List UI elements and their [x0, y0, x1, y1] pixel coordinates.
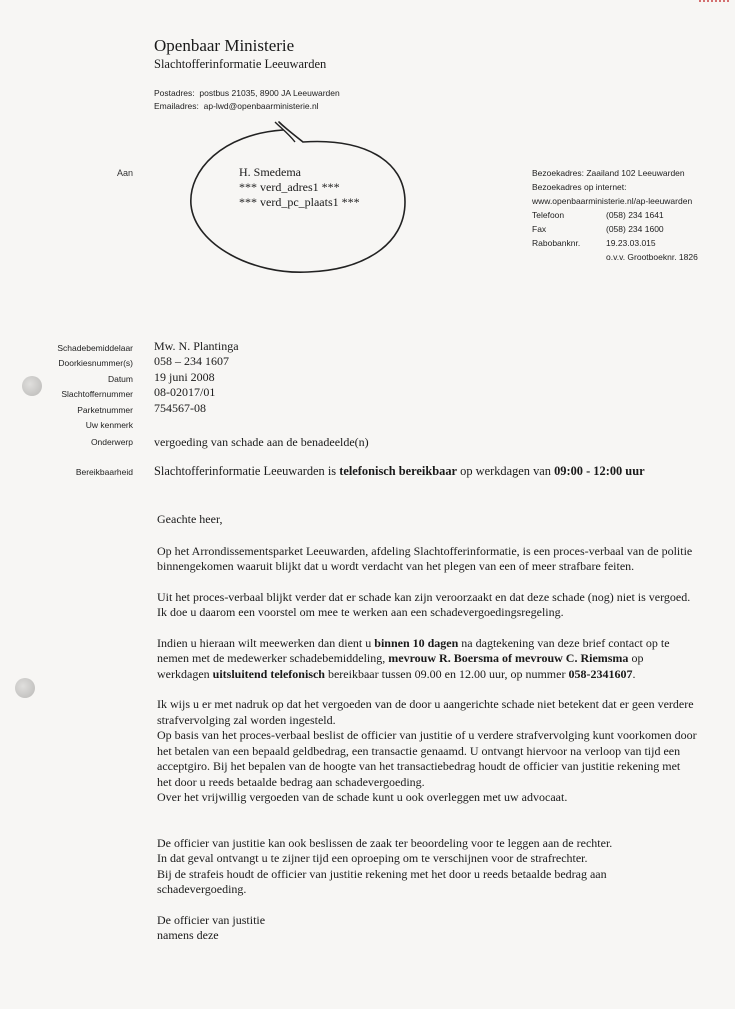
punch-hole — [15, 678, 35, 698]
bold-text: binnen 10 dagen — [374, 635, 459, 650]
text: In dat geval ontvangt u te zijner tijd een oproeping om te verschijnen voor de strafrechter. — [157, 851, 588, 865]
paragraph-2: Uit het proces-verbaal blijkt verder dat er schade kan zijn veroorzaakt en dat deze schade (nog) niet is vergoed. Ik doe u daarom een voorstel om mee te werken aan een schadevergoedingsregeling. — [157, 589, 691, 619]
meta-label: Slachtoffernummer — [61, 389, 133, 400]
text: Ik wijs u er met nadruk op dat het vergoeden van de door u aangerichte schade niet betekent dat er geen verdere strafvervolging zal worden ingesteld. — [157, 697, 694, 727]
bereikbaarheid-value — [154, 464, 645, 479]
closing-line: namens deze — [157, 928, 219, 942]
fax-label: Fax — [532, 224, 547, 234]
recipient-name: H. Smedema — [239, 165, 301, 179]
paragraph-4 — [157, 697, 697, 806]
bold-text: 058-2341607 — [568, 666, 633, 681]
text: Indien u hieraan wilt meewerken dan dient u — [157, 635, 375, 650]
postal-label: Postadres: — [154, 88, 195, 98]
closing — [157, 913, 697, 944]
fax-value: (058) 234 1600 — [606, 224, 664, 234]
closing-line: De officier van justitie — [157, 912, 266, 927]
bank-label: Rabobanknr. — [532, 238, 581, 248]
email-value: ap-lwd@openbaarministerie.nl — [203, 101, 319, 111]
salutation: Geachte heer, — [157, 512, 223, 526]
meta-value: 19 juni 2008 — [154, 369, 215, 384]
recipient-postcode: *** verd_pc_plaats1 *** — [239, 195, 360, 209]
meta-label: Schadebemiddelaar — [57, 343, 133, 353]
bold-text: uitsluitend telefonisch — [212, 666, 325, 681]
postal-line — [154, 87, 340, 100]
meta-label: Doorkiesnummer(s) — [58, 358, 133, 369]
postal-value: postbus 21035, 8900 JA Leeuwarden — [199, 88, 340, 98]
paragraph-3 — [157, 636, 697, 683]
phone-label: Telefoon — [532, 210, 565, 220]
meta-label: Datum — [107, 373, 133, 384]
text: Op basis van het proces-verbaal beslist de officier van justitie of u verdere strafvervolging kunt voorkomen door het betalen van een bepaald geldbedrag, een transactie genaamd. U ontvangt hiervoor na verloop van tijd een acceptgiro. Bij het bepalen van de hoogte van het transactiebedrag houdt de officier van justitie rekening met het door u reeds betaalde bedrag aan schadevergoeding. — [157, 728, 697, 789]
bank-line — [532, 236, 698, 250]
internet-url: www.openbaarministerie.nl/ap-leeuwarden — [532, 196, 693, 206]
paragraph-1: Op het Arrondissementsparket Leeuwarden, afdeling Slachtofferinformatie, is een proces-verbaal van de politie binnengekomen waaruit blijkt dat u wordt verdacht van het plegen van een of meer strafbare feiten. — [157, 543, 693, 573]
meta-value: 08-02017/01 — [154, 385, 216, 400]
onderwerp-label: Onderwerp — [90, 437, 133, 447]
fax-line — [532, 222, 698, 236]
bereik-text: op werkdagen van — [457, 464, 555, 478]
text: De officier van justitie kan ook beslissen de zaak ter beoordeling voor te leggen aan de rechter. — [157, 835, 613, 850]
meta-value: Mw. N. Plantinga — [154, 339, 239, 353]
text: op werkdagen — [157, 651, 644, 681]
email-label: Emailadres: — [154, 101, 199, 111]
internet-label: Bezoekadres op internet: — [532, 182, 627, 192]
meta-label: Uw kenmerk — [85, 420, 133, 431]
contact-block — [532, 166, 698, 264]
bereikbaarheid-label: Bereikbaarheid — [75, 467, 133, 477]
visit-address: Bezoekadres: Zaailand 102 Leeuwarden — [532, 168, 685, 178]
meta-label: Parketnummer — [77, 404, 133, 415]
recipient-address: *** verd_adres1 *** — [239, 180, 340, 194]
meta-value: 058 – 234 1607 — [154, 354, 229, 369]
onderwerp-value: vergoeding van schade aan de benadeelde(n) — [154, 435, 369, 449]
letter-body — [157, 512, 697, 959]
paragraph-5 — [157, 836, 697, 898]
text: bereikbaar tussen 09.00 en 12.00 uur, op nummer — [324, 666, 569, 681]
bereik-bold: telefonisch bereikbaar — [339, 464, 458, 478]
text: na dagtekening van deze brief contact op te nemen met de medewerker schadebemiddeling, — [157, 635, 670, 665]
aan-label: Aan — [117, 168, 134, 178]
bereik-text: Slachtofferinformatie Leeuwarden is — [154, 464, 340, 478]
meta-value: 754567-08 — [154, 400, 206, 415]
bereik-hours: 09:00 - 12:00 uur — [554, 464, 645, 478]
text: . — [632, 666, 636, 681]
org-subtitle: Slachtofferinformatie Leeuwarden — [154, 57, 327, 71]
corner-mark — [699, 0, 729, 6]
punch-hole — [22, 376, 42, 396]
postal-block — [154, 87, 340, 113]
bold-text: mevrouw R. Boersma of mevrouw C. Riemsma — [388, 651, 629, 665]
email-line — [154, 100, 340, 113]
org-name: Openbaar Ministerie — [154, 36, 295, 55]
bank-note: o.v.v. Grootboeknr. 1826 — [606, 252, 698, 262]
phone-line — [532, 208, 698, 222]
phone-value: (058) 234 1641 — [606, 210, 664, 220]
recipient-block — [239, 165, 360, 210]
meta-value — [154, 416, 239, 431]
text: Over het vrijwillig vergoeden van de schade kunt u ook overleggen met uw advocaat. — [157, 790, 568, 804]
text: Bij de strafeis houdt de officier van justitie rekening met het door u reeds betaalde bedrag aan schadevergoeding. — [157, 866, 607, 896]
meta-values — [154, 339, 239, 431]
bank-value: 19.23.03.015 — [606, 238, 656, 248]
